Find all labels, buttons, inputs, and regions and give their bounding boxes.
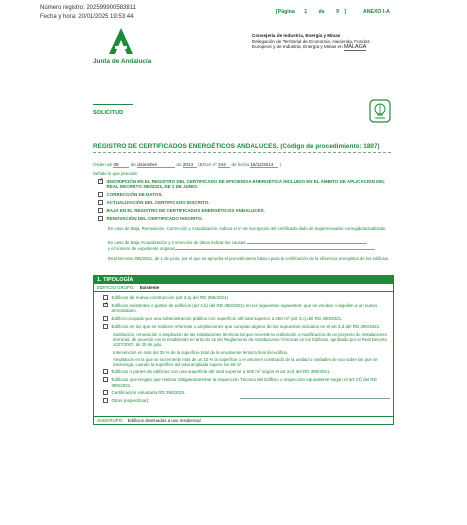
- orden-boja: 244: [218, 162, 230, 168]
- registro-date: Fecha y hora: 20/01/2025 19:53:44: [40, 14, 134, 20]
- option-renovacion[interactable]: RENOVACIÓN DEL CERTIFICADO INSCRITO.: [98, 216, 394, 221]
- checkbox[interactable]: [98, 216, 103, 221]
- form-title: REGISTRO DE CERTIFICADOS ENERGÉTICOS ANDALUCES. (Código de procedimiento: 1807): [93, 143, 380, 150]
- orden-year: 2014: [183, 162, 197, 168]
- options-list: [98, 179, 394, 224]
- checkbox[interactable]: [98, 179, 103, 184]
- orden-month: diciembre: [137, 162, 175, 168]
- checkbox[interactable]: [103, 316, 108, 321]
- tipologia-item[interactable]: Edificio ocupado por una Administración pública con superficie útil total superior a 250 m² (art 3.c) del RD 390/2021.: [103, 316, 390, 321]
- checkbox[interactable]: [98, 200, 103, 205]
- checkbox[interactable]: [103, 303, 108, 308]
- consejeria-block: Consejería de Industria, Energía y Minas Delegación de Territorial de Economía, Hacienda, Fondos Europeos y de Industria, Energía y Minas en MÁLAGA: [252, 33, 370, 51]
- selecciona-label: Señale lo que procede:: [93, 171, 139, 176]
- checkbox[interactable]: [103, 324, 108, 329]
- grupo-row: EDIFICIO GRUPO: Existente: [94, 284, 393, 292]
- anexo-label: ANEXO I-A: [363, 9, 390, 15]
- subgrupo-value: Edificios destinados a uso residencial: [127, 418, 201, 423]
- tipologia-item[interactable]: Otros (especificar):: [103, 398, 390, 403]
- andalucia-seal-icon: [368, 98, 392, 124]
- option-correccion[interactable]: CORRECCIÓN DE DATOS.: [98, 192, 394, 197]
- sub-note: Intervención en más del 25 % de la superficie total de la envolvente térmica final del edificio.: [113, 349, 289, 355]
- tipologia-item[interactable]: Edificios o partes de edificios con una superficie útil total superior a 500 m² según el art 3.e) del RD 390/2021.: [103, 369, 390, 374]
- checkbox[interactable]: [103, 398, 108, 403]
- option-baja[interactable]: BAJA EN EL REGISTRO DE CERTIFICADOS ENERGÉTICOS ANDALUCES.: [98, 208, 394, 213]
- page-indicator: [Página 1 de 9 ]: [276, 9, 347, 15]
- section-tipologia-title: 1. TIPOLOGÍA: [94, 276, 393, 284]
- solicitud-label: SOLICITUD: [93, 110, 124, 116]
- tipologia-item[interactable]: ✓ Edificios existentes o partes de edificios (art 3.b) del RD 390/2021) en los siguientes supuestos: que se vendan o alquilen a un nuevo arrendatario.: [103, 303, 390, 314]
- registro-number: Número registro: 202599900583811: [40, 5, 136, 11]
- grupo-value: Existente: [139, 285, 160, 290]
- note-real-decreto: Real Decreto 390/2021, de 1 de junio, por el que se aprueba el procedimiento básico para la certificación de la eficiencia energética de los edificios.: [108, 256, 390, 261]
- checkbox[interactable]: [103, 390, 108, 395]
- tipologia-item[interactable]: Edificios que tengan que realizar obligatoriamente la Inspección Técnica del Edificio o inspección equivalente según el art 3.f) del RD 390/2021.: [103, 377, 390, 388]
- title-rule: [93, 152, 391, 153]
- sub-note: Ampliación en la que se incremente más de un 10 % la superficie o el volumen construido de la unidad o unidades de uso sobre las que se intervenga, cuando la superficie útil total ampliada supere los 50 m².: [113, 356, 378, 368]
- orden-day: 09: [113, 162, 129, 168]
- otros-input[interactable]: [240, 398, 390, 399]
- note-causas: En caso de Baja /Actualización y Corrección de datos indicar las causas:: [108, 240, 392, 245]
- orden-fecha: 16/12/2014: [250, 162, 278, 168]
- tipologia-item[interactable]: Edificios de nueva construcción (art 3.a) del RD 390/2021): [103, 295, 390, 300]
- sub-note: Sustitución, renovación o ampliación de las instalaciones térmicas tal que necesite la realización o modificación de un proyecto de instalaciones térmicas, de acuerdo con lo establecido en artículo 15 del Reglamento de Instalaciones Térmicas en los Edificios, aprobado por el Real Decreto 1027/2007, de 20 de julio.: [113, 332, 387, 348]
- checkbox[interactable]: [103, 369, 108, 374]
- option-actualizacion[interactable]: ACTUALIZACIÓN DEL CERTIFICADO INSCRITO.: [98, 200, 394, 205]
- consejeria-city: MÁLAGA: [343, 44, 367, 51]
- section-tipologia: [93, 275, 394, 425]
- checkbox[interactable]: [103, 295, 108, 300]
- note-expediente: y el número de expediente original:: [108, 246, 392, 251]
- note-inscripcion: En caso de Baja, Renovación, Corrección y Actualización, indicar el nº de inscripción del certificado dado de baja/renovado/ corregido/actualizado: [108, 226, 386, 231]
- subgrupo-row: SUBGRUPO: Edificios destinados a uso residencial: [94, 416, 393, 424]
- option-inscripcion[interactable]: ✓ INSCRIPCIÓN EN EL REGISTRO DEL CERTIFICADO DE EFICIENCIA ENERGÉTICA INCLUIDO EN EL ÁMBITO DE APLICACIÓN DEL REAL DECRETO 390/2021, DE 1 DE JUNIO.: [98, 179, 394, 190]
- checkbox[interactable]: [98, 208, 103, 213]
- checkbox[interactable]: [98, 192, 103, 197]
- checkbox[interactable]: [103, 377, 108, 382]
- solicitud-rule: [93, 104, 133, 105]
- tipologia-item[interactable]: Certificación voluntaria RD 390/2021.: [103, 390, 390, 395]
- orden-line: Orden de 09 de diciembre de 2014 (BOJA nº 244 de fecha 16/12/2014 ): [93, 162, 282, 167]
- junta-logo-icon: [106, 28, 136, 56]
- tipologia-item[interactable]: Edificios en los que se realicen reformas o ampliaciones que cumplan alguno de los supuestos incluidos en el art 3.d del RD 390/2021:: [103, 324, 390, 329]
- logo-text: Junta de Andalucía: [93, 58, 152, 65]
